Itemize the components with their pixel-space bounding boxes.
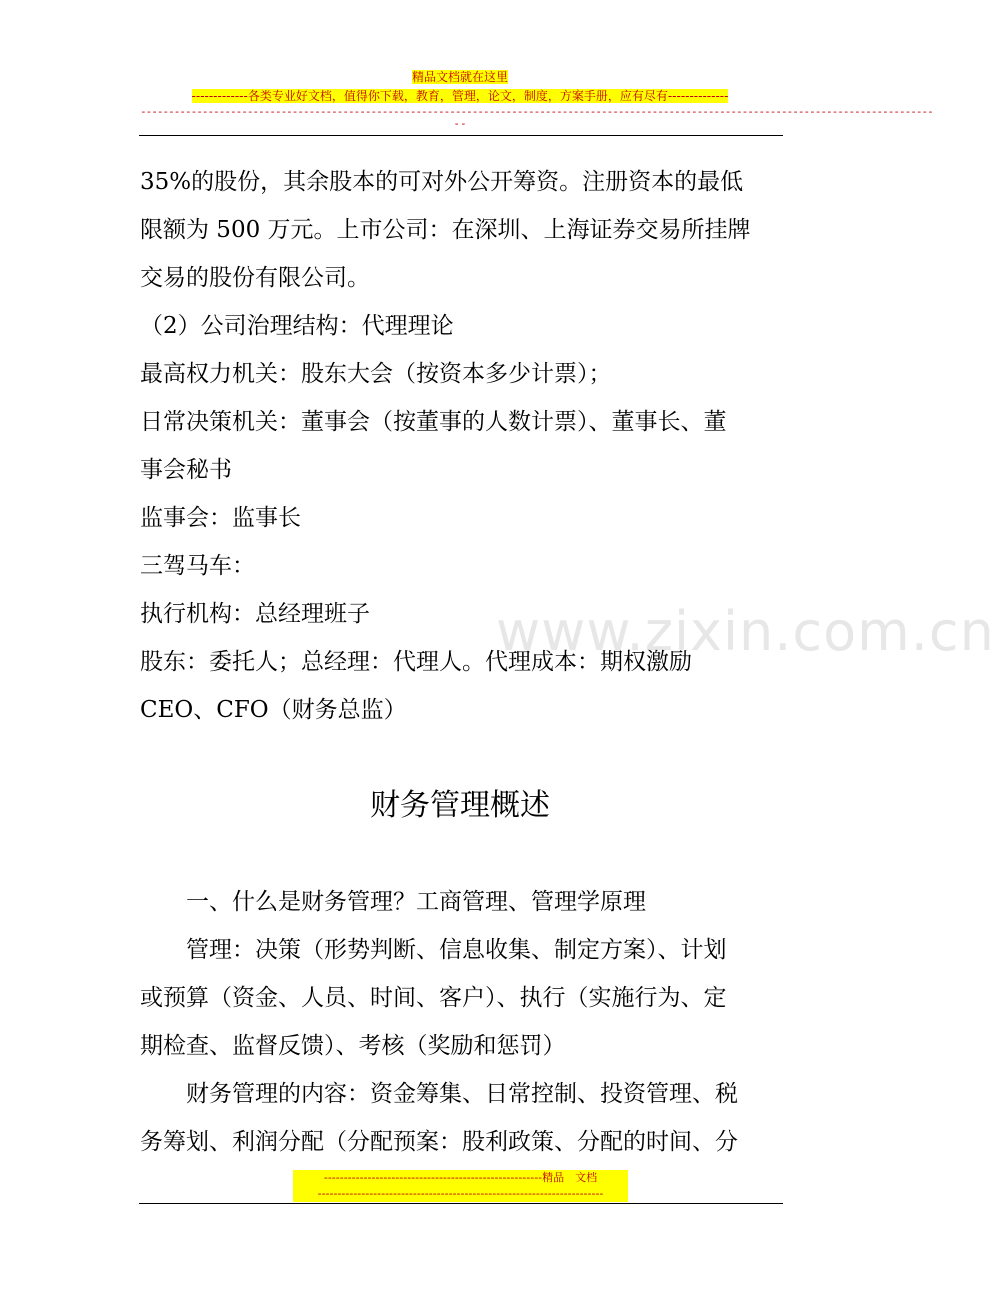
text-line: 财务管理的内容：资金筹集、日常控制、投资管理、税 [140,1081,738,1107]
footer-line-1: -------------------------------------------------------精品 文档 [293,1170,628,1186]
footer-rule [139,1203,783,1204]
text-line: 期检查、监督反馈）、考核（奖励和惩罚） [140,1033,566,1059]
body-bottom [140,878,785,1166]
text-line: 交易的股份有限公司。 [140,265,370,291]
text-line: 一、什么是财务管理？工商管理、管理学原理 [140,889,646,915]
text-line: 35%的股份，其余股本的可对外公开筹资。注册资本的最低 [140,169,744,195]
header-dashes-tail: -- [453,117,467,130]
text-line: 监事会：监事长 [140,505,301,531]
footer-line-2: ------------------------------------------------------------------------ [293,1186,628,1202]
footer-banner [293,1170,628,1202]
text-line: （2）公司治理结构：代理理论 [140,313,454,339]
text-line: 最高权力机关：股东大会（按资本多少计票）； [140,361,612,387]
section-title: 财务管理概述 [370,788,550,823]
header-rule [139,135,783,136]
text-line: CEO、CFO（财务总监） [140,697,407,723]
text-line: 事会秘书 [140,457,232,483]
watermark: www.zixin.com.cn [496,600,995,663]
header-banner [0,66,920,85]
text-line: 管理：决策（形势判断、信息收集、制定方案）、计划 [140,937,727,963]
text-line: 执行机构：总经理班子 [140,601,370,627]
header-title: 精品文档就在这里 [411,70,508,84]
text-line: 三驾马车： [140,553,255,579]
text-line: 股东：委托人；总经理：代理人。代理成本：期权激励 [140,649,692,675]
header-tagline-row [0,85,920,104]
text-line: 务筹划、利润分配（分配预案：股利政策、分配的时间、分 [140,1129,738,1155]
header-dashes: --------------------------------------------------------------------------------------------------------------------------------------------- [140,105,933,118]
text-line: 限额为 500 万元。上市公司：在深圳、上海证券交易所挂牌 [140,217,751,243]
body-top [140,158,785,734]
text-line: 或预算（资金、人员、时间、客户）、执行（实施行为、定 [140,985,727,1011]
text-line: 日常决策机关：董事会（按董事的人数计票）、董事长、董 [140,409,727,435]
header-tagline: -------------各类专业好文档，值得你下载，教育，管理，论文，制度，方案手册，应有尽有-------------- [191,89,729,103]
